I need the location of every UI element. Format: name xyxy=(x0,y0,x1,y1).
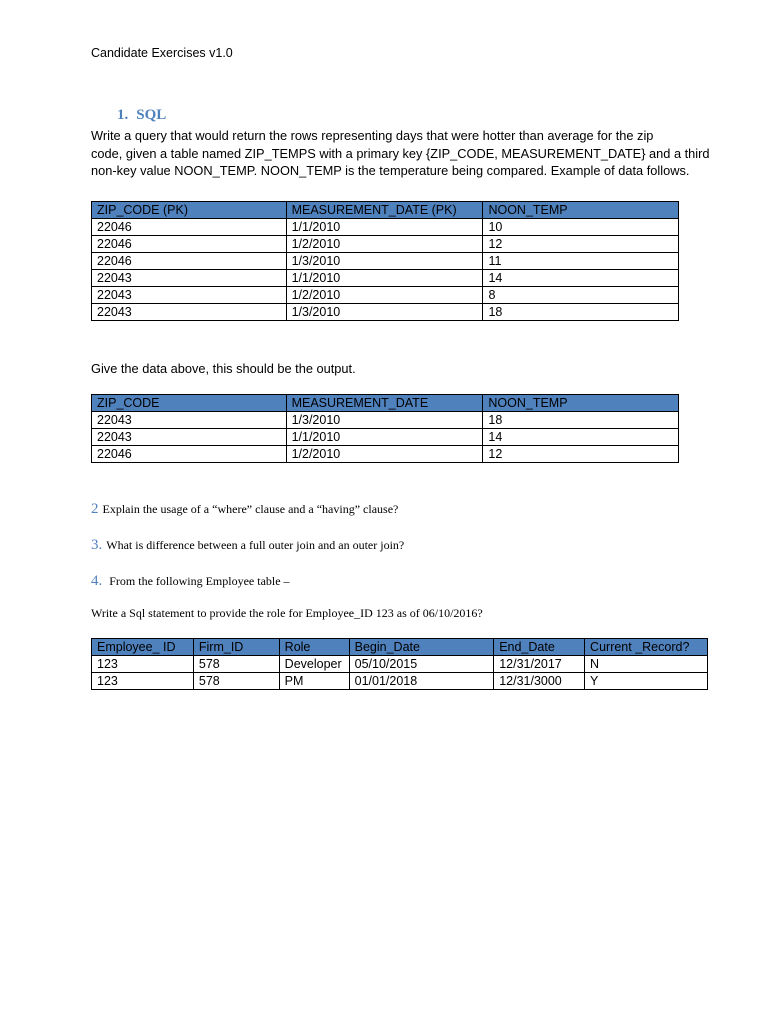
table-cell: 1/1/2010 xyxy=(286,219,483,236)
table-cell: 22046 xyxy=(92,236,287,253)
section-heading-sql xyxy=(117,107,166,124)
employee-table xyxy=(91,638,708,690)
table-row xyxy=(92,236,679,253)
table-cell: 123 xyxy=(92,656,194,673)
table-cell: 18 xyxy=(483,412,679,429)
question-1-line: Write a query that would return the rows representing days that were hotter than average for the zip xyxy=(91,128,654,143)
table-cell: Y xyxy=(585,673,708,690)
table-cell: 10 xyxy=(483,219,679,236)
table-row xyxy=(92,673,708,690)
question-1-line: non-key value NOON_TEMP. NOON_TEMP is the temperature being compared. Example of data follows. xyxy=(91,163,690,178)
table-row xyxy=(92,219,679,236)
question-2 xyxy=(91,501,398,518)
column-header: ZIP_CODE xyxy=(92,395,287,412)
table-row xyxy=(92,429,679,446)
table-cell: 18 xyxy=(483,304,679,321)
table-row xyxy=(92,270,679,287)
table-cell: 14 xyxy=(483,270,679,287)
table-cell: 1/2/2010 xyxy=(286,236,483,253)
table-cell: 12/31/3000 xyxy=(494,673,585,690)
column-header: Role xyxy=(279,639,349,656)
table-cell: 12/31/2017 xyxy=(494,656,585,673)
column-header: MEASUREMENT_DATE xyxy=(286,395,483,412)
table-row xyxy=(92,656,708,673)
table-row xyxy=(92,287,679,304)
question-text: From the following Employee table – xyxy=(106,574,290,588)
table-row xyxy=(92,412,679,429)
table-cell: 578 xyxy=(193,673,279,690)
column-header: End_Date xyxy=(494,639,585,656)
column-header: NOON_TEMP xyxy=(483,202,679,219)
table-cell: 22046 xyxy=(92,219,287,236)
table-cell: 1/3/2010 xyxy=(286,253,483,270)
table-cell: 22043 xyxy=(92,270,287,287)
column-header: Begin_Date xyxy=(349,639,494,656)
table-header-row xyxy=(92,639,708,656)
table-header-row xyxy=(92,202,679,219)
column-header: Employee_ ID xyxy=(92,639,194,656)
table-row xyxy=(92,446,679,463)
table-cell: Developer xyxy=(279,656,349,673)
table-cell: 11 xyxy=(483,253,679,270)
section-title: SQL xyxy=(136,107,167,123)
table-cell: PM xyxy=(279,673,349,690)
expected-output-table xyxy=(91,394,679,463)
column-header: ZIP_CODE (PK) xyxy=(92,202,287,219)
question-text: Explain the usage of a “where” clause and a “having” clause? xyxy=(102,502,399,516)
table-cell: 05/10/2015 xyxy=(349,656,494,673)
question-3 xyxy=(91,537,404,554)
output-intro: Give the data above, this should be the output. xyxy=(91,361,356,376)
table-cell: 22043 xyxy=(92,412,287,429)
table-cell: 123 xyxy=(92,673,194,690)
column-header: MEASUREMENT_DATE (PK) xyxy=(286,202,483,219)
document-header: Candidate Exercises v1.0 xyxy=(91,46,233,60)
question-text: What is difference between a full outer join and an outer join? xyxy=(106,538,405,552)
section-number: 1. xyxy=(117,107,129,123)
table-cell: 1/3/2010 xyxy=(286,412,483,429)
table-cell: 1/3/2010 xyxy=(286,304,483,321)
table-cell: 1/1/2010 xyxy=(286,270,483,287)
column-header: Current _Record? xyxy=(585,639,708,656)
question-1-line: code, given a table named ZIP_TEMPS with a primary key {ZIP_CODE, MEASUREMENT_DATE} and a third xyxy=(91,145,710,161)
column-header: Firm_ID xyxy=(193,639,279,656)
table-header-row xyxy=(92,395,679,412)
table-cell: N xyxy=(585,656,708,673)
table-cell: 01/01/2018 xyxy=(349,673,494,690)
question-1-text xyxy=(91,127,710,180)
table-cell: 14 xyxy=(483,429,679,446)
question-number: 2 xyxy=(91,501,99,517)
table-cell: 22043 xyxy=(92,304,287,321)
question-4-instruction: Write a Sql statement to provide the role for Employee_ID 123 as of 06/10/2016? xyxy=(91,606,483,620)
table-cell: 578 xyxy=(193,656,279,673)
zip-temps-input-table xyxy=(91,201,679,321)
question-number: 4. xyxy=(91,573,103,589)
question-number: 3. xyxy=(91,537,103,553)
table-cell: 1/2/2010 xyxy=(286,287,483,304)
table-row xyxy=(92,253,679,270)
table-cell: 22046 xyxy=(92,446,287,463)
table-cell: 12 xyxy=(483,236,679,253)
table-cell: 22043 xyxy=(92,287,287,304)
question-4 xyxy=(91,573,290,590)
table-cell: 8 xyxy=(483,287,679,304)
table-cell: 12 xyxy=(483,446,679,463)
table-cell: 1/2/2010 xyxy=(286,446,483,463)
column-header: NOON_TEMP xyxy=(483,395,679,412)
table-row xyxy=(92,304,679,321)
table-cell: 1/1/2010 xyxy=(286,429,483,446)
table-cell: 22046 xyxy=(92,253,287,270)
table-cell: 22043 xyxy=(92,429,287,446)
